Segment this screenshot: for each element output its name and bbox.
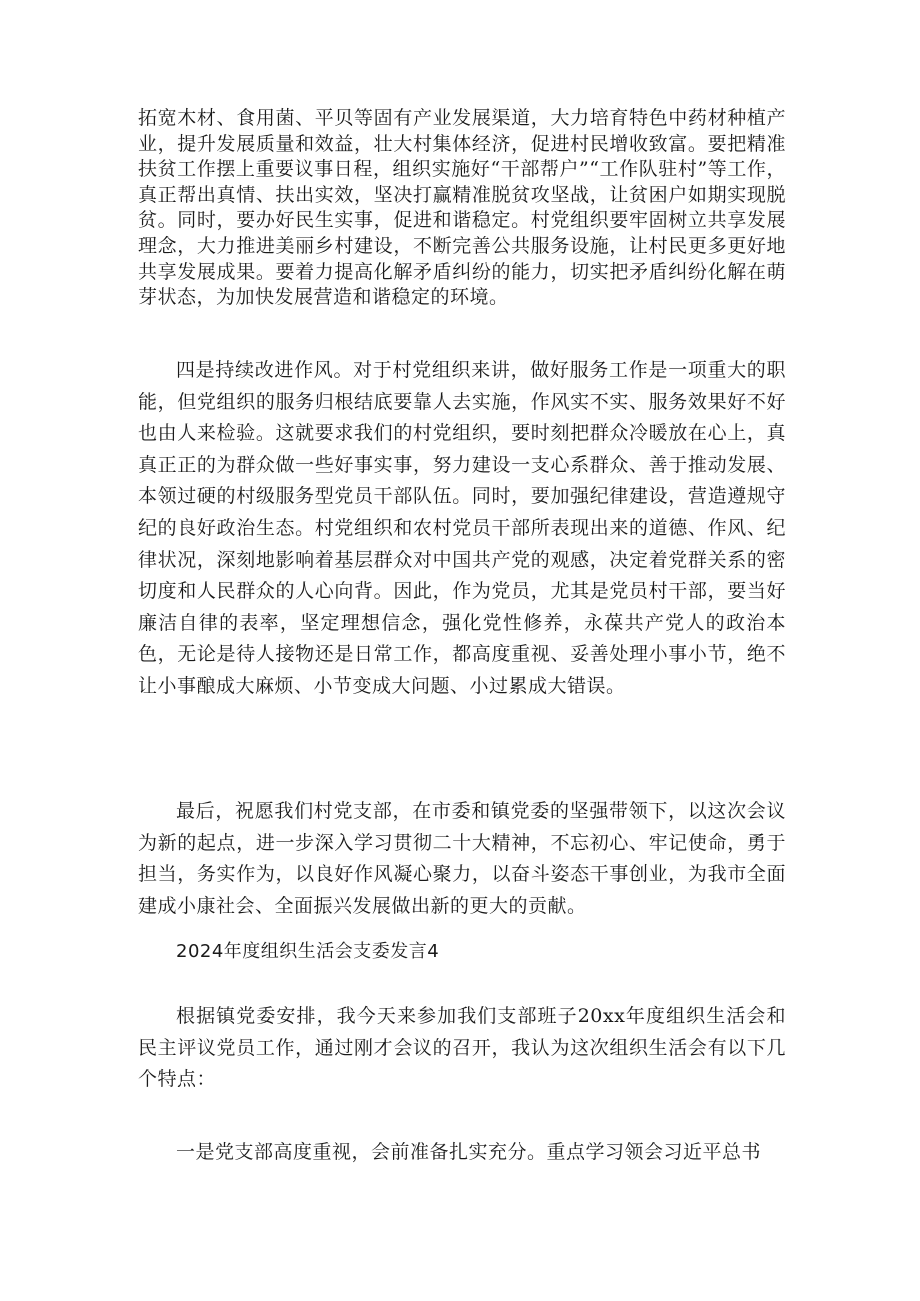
body-paragraph-5: 一是党支部高度重视，会前准备扎实充分。重点学习领会习近平总书 [176,1141,762,1163]
body-paragraph-1: 拓宽木材、食用菌、平贝等固有产业发展渠道，大力培育特色中药材种植产业，提升发展质量和效益，壮大村集体经济，促进村民增收致富。要把精准扶贫工作摆上重要议事日程，组织实施好“干部帮户”“工作队驻村”等工作，真正帮出真情、扶出实效，坚决打赢精准脱贫攻坚战，让贫困户如期实现脱贫。同时，要办好民生实事，促进和谐稳定。村党组织要牢固树立共享发展理念，大力推进美丽乡村建设，不断完善公共服务设施，让村民更多更好地共享发展成果。要着力提高化解矛盾纠纷的能力，切实把矛盾纠纷化解在萌芽状态，为加快发展营造和谐稳定的环境。 [138,107,786,309]
section-heading: 2024年度组织生活会支委发言4 [176,941,440,962]
body-paragraph-3: 最后，祝愿我们村党支部，在市委和镇党委的坚强带领下，以这次会议为新的起点，进一步深入学习贯彻二十大精神，不忘初心、牢记使命，勇于担当，务实作为，以良好作风凝心聚力，以奋斗姿态干事创业，为我市全面建成小康社会、全面振兴发展做出新的更大的贡献。 [138,800,786,917]
body-paragraph-4: 根据镇党委安排，我今天来参加我们支部班子20xx年度组织生活会和民主评议党员工作，通过刚才会议的召开，我认为这次组织生活会有以下几个特点： [138,1005,786,1091]
body-paragraph-2: 四是持续改进作风。对于村党组织来讲，做好服务工作是一项重大的职能，但党组织的服务归根结底要靠人去实施，作风实不实、服务效果好不好也由人来检验。这就要求我们的村党组织，要时刻把群众冷暖放在心上，真真正正的为群众做一些好事实事，努力建设一支心系群众、善于推动发展、本领过硬的村级服务型党员干部队伍。同时，要加强纪律建设，营造遵规守纪的良好政治生态。村党组织和农村党员干部所表现出来的道德、作风、纪律状况，深刻地影响着基层群众对中国共产党的观感，决定着党群关系的密切度和人民群众的人心向背。因此，作为党员，尤其是党员村干部，要当好廉洁自律的表率，坚定理想信念，强化党性修养，永葆共产党人的政治本色，无论是待人接物还是日常工作，都高度重视、妥善处理小事小节，绝不让小事酿成大麻烦、小节变成大问题、小过累成大错误。 [138,359,786,697]
